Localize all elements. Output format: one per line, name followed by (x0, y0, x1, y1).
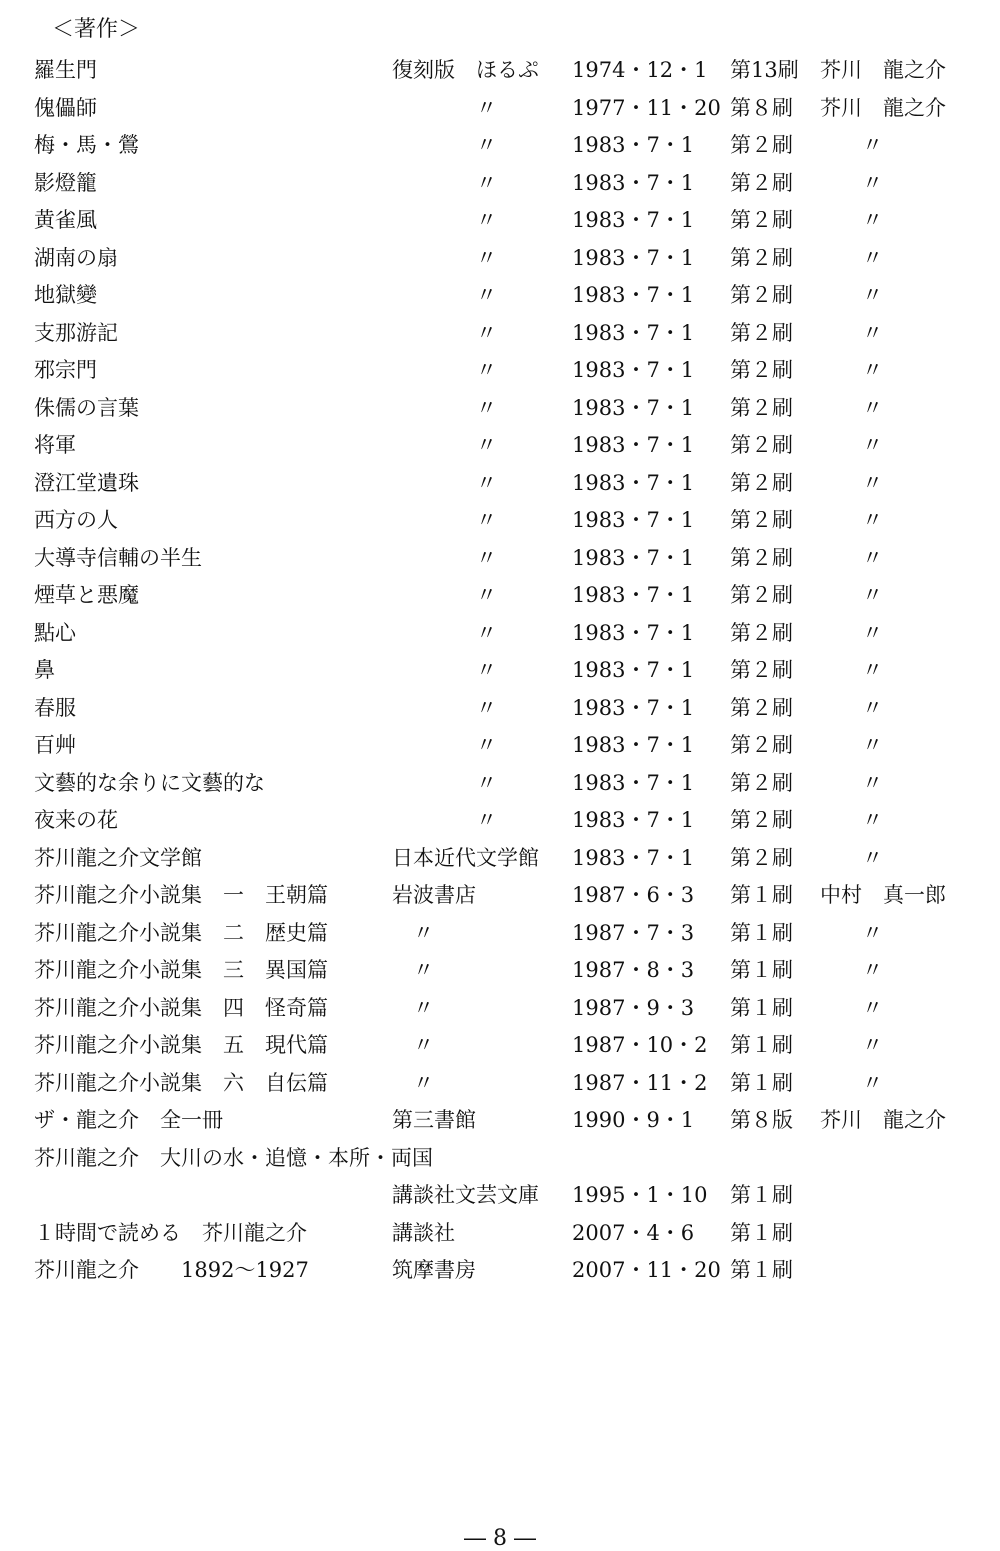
entry-publisher: 〃 (392, 583, 497, 607)
entry-author: 〃 (820, 770, 883, 795)
entry-title: 芥川龍之介小説集 三 異国篇 (34, 958, 328, 982)
entry-title: 影燈籠 (34, 170, 97, 195)
entry-publisher: 日本近代文学館 (392, 845, 539, 870)
entry-author: 〃 (820, 920, 883, 945)
entry-title: 湖南の扇 (34, 245, 118, 270)
entry-author: 〃 (820, 170, 883, 195)
bibliography-list (0, 52, 1000, 1290)
entry-publisher: 〃 (392, 433, 497, 457)
entry-title: 芥川龍之介小説集 五 現代篇 (34, 1033, 328, 1057)
list-item (0, 277, 1000, 315)
entry-date: 2007・11・20 (572, 1258, 721, 1282)
entry-date: 1990・9・1 (572, 1108, 695, 1132)
entry-title: 芥川龍之介 大川の水・追憶・本所・両国 (34, 1145, 433, 1170)
entry-title: 西方の人 (34, 508, 118, 532)
entry-author: 〃 (820, 995, 883, 1020)
entry-author: 〃 (820, 395, 883, 420)
entry-title: 芥川龍之介小説集 六 自伝篇 (34, 1070, 328, 1095)
list-item (0, 877, 1000, 915)
entry-publisher: 〃 (392, 958, 434, 982)
entry-date: 1974・12・1 (572, 58, 708, 82)
entry-title: 芥川龍之介 1892～1927 (34, 1258, 309, 1282)
entry-author: 〃 (820, 208, 883, 232)
entry-title: 芥川龍之介小説集 一 王朝篇 (34, 883, 328, 907)
list-item (0, 52, 1000, 90)
entry-publisher: 〃 (392, 1033, 434, 1057)
list-item (0, 1027, 1000, 1065)
entry-author: 〃 (820, 133, 883, 157)
entry-publisher: 〃 (392, 95, 497, 120)
entry-title: 支那游記 (34, 320, 118, 345)
list-item (0, 652, 1000, 690)
entry-date: 1983・7・1 (572, 620, 695, 645)
entry-author: 〃 (820, 245, 883, 270)
entry-title: 鼻 (34, 658, 55, 682)
entry-publisher: 〃 (392, 133, 497, 157)
entry-publisher: 〃 (392, 245, 497, 270)
entry-title: 點心 (34, 620, 76, 645)
entry-title: 侏儒の言葉 (34, 395, 139, 420)
section-heading: ＜著作＞ (52, 17, 141, 42)
entry-date: 1983・7・1 (572, 583, 695, 607)
entry-author: 〃 (820, 508, 883, 532)
entry-title: ザ・龍之介 全一冊 (34, 1108, 223, 1132)
entry-date: 1983・7・1 (572, 545, 695, 570)
page-number: ― 8 ― (464, 1526, 536, 1551)
list-item (0, 915, 1000, 953)
entry-publisher: 〃 (392, 320, 497, 345)
list-item (0, 427, 1000, 465)
entry-author: 〃 (820, 1033, 883, 1057)
entry-edition: 第２刷 (730, 545, 793, 570)
entry-date: 2007・4・6 (572, 1220, 695, 1245)
entry-publisher: 〃 (392, 695, 497, 720)
entry-author: 〃 (820, 733, 883, 757)
entry-title: 芥川龍之介小説集 四 怪奇篇 (34, 995, 328, 1020)
entry-publisher: 復刻版 ほるぷ (392, 58, 539, 82)
entry-edition: 第２刷 (730, 845, 793, 870)
entry-edition: 第２刷 (730, 395, 793, 420)
entry-author: 〃 (820, 545, 883, 570)
entry-edition: 第２刷 (730, 433, 793, 457)
entry-date: 1987・11・2 (572, 1070, 708, 1095)
entry-title: 傀儡師 (34, 95, 97, 120)
list-item (0, 690, 1000, 728)
entry-edition: 第１刷 (730, 1070, 793, 1095)
entry-author: 芥川 龍之介 (820, 58, 946, 82)
entry-edition: 第１刷 (730, 1220, 793, 1245)
entry-title: 羅生門 (34, 58, 97, 82)
entry-edition: 第１刷 (730, 1258, 793, 1282)
entry-date: 1987・7・3 (572, 920, 695, 945)
entry-publisher: 〃 (392, 808, 497, 832)
entry-publisher: 〃 (392, 995, 434, 1020)
entry-edition: 第２刷 (730, 508, 793, 532)
entry-edition: 第２刷 (730, 170, 793, 195)
entry-date: 1987・8・3 (572, 958, 695, 982)
entry-author: 〃 (820, 283, 883, 307)
entry-edition: 第２刷 (730, 658, 793, 682)
entry-date: 1983・7・1 (572, 845, 695, 870)
list-item (0, 502, 1000, 540)
list-item (0, 802, 1000, 840)
entry-edition: 第１刷 (730, 883, 793, 907)
entry-author: 〃 (820, 583, 883, 607)
entry-publisher: 〃 (392, 170, 497, 195)
list-item (0, 1215, 1000, 1253)
entry-edition: 第８版 (730, 1108, 793, 1132)
entry-publisher: 岩波書店 (392, 883, 476, 907)
entry-date: 1983・7・1 (572, 470, 695, 495)
entry-edition: 第２刷 (730, 470, 793, 495)
entry-edition: 第２刷 (730, 733, 793, 757)
entry-date: 1983・7・1 (572, 245, 695, 270)
entry-author: 〃 (820, 433, 883, 457)
entry-edition: 第１刷 (730, 995, 793, 1020)
list-item (0, 615, 1000, 653)
entry-date: 1983・7・1 (572, 770, 695, 795)
entry-author: 〃 (820, 658, 883, 682)
entry-publisher: 〃 (392, 770, 497, 795)
entry-edition: 第２刷 (730, 133, 793, 157)
entry-date: 1983・7・1 (572, 170, 695, 195)
list-item (0, 765, 1000, 803)
list-item (0, 315, 1000, 353)
entry-publisher: 〃 (392, 1070, 434, 1095)
entry-publisher: 〃 (392, 920, 434, 945)
entry-edition: 第１刷 (730, 958, 793, 982)
entry-title: 邪宗門 (34, 358, 97, 382)
entry-date: 1983・7・1 (572, 808, 695, 832)
entry-date: 1983・7・1 (572, 358, 695, 382)
entry-edition: 第２刷 (730, 808, 793, 832)
entry-publisher: 〃 (392, 733, 497, 757)
entry-publisher: 講談社文芸文庫 (392, 1183, 539, 1207)
entry-publisher: 筑摩書房 (392, 1258, 476, 1282)
entry-edition: 第１刷 (730, 920, 793, 945)
entry-edition: 第２刷 (730, 320, 793, 345)
list-item (0, 165, 1000, 203)
entry-author: 中村 真一郎 (820, 883, 946, 907)
list-item (0, 465, 1000, 503)
entry-date: 1987・10・2 (572, 1033, 708, 1057)
entry-title: １時間で読める 芥川龍之介 (34, 1220, 307, 1245)
entry-edition: 第13刷 (730, 58, 799, 82)
list-item (0, 990, 1000, 1028)
entry-author: 〃 (820, 845, 883, 870)
entry-title: 黄雀風 (34, 208, 97, 232)
entry-publisher: 〃 (392, 358, 497, 382)
entry-edition: 第１刷 (730, 1183, 793, 1207)
entry-title: 煙草と悪魔 (34, 583, 139, 607)
entry-date: 1983・7・1 (572, 733, 695, 757)
list-item (0, 240, 1000, 278)
entry-date: 1987・6・3 (572, 883, 695, 907)
list-item (0, 577, 1000, 615)
entry-publisher: 〃 (392, 620, 497, 645)
entry-edition: 第２刷 (730, 583, 793, 607)
entry-publisher: 〃 (392, 508, 497, 532)
entry-publisher: 〃 (392, 545, 497, 570)
entry-date: 1983・7・1 (572, 395, 695, 420)
entry-title: 百艸 (34, 733, 76, 757)
entry-date: 1977・11・20 (572, 95, 721, 120)
entry-author: 〃 (820, 808, 883, 832)
entry-author: 〃 (820, 695, 883, 720)
entry-edition: 第８刷 (730, 95, 793, 120)
entry-edition: 第２刷 (730, 358, 793, 382)
entry-author: 〃 (820, 958, 883, 982)
entry-publisher: 講談社 (392, 1220, 455, 1245)
entry-title: 大導寺信輔の半生 (34, 545, 202, 570)
entry-date: 1983・7・1 (572, 320, 695, 345)
list-item (0, 540, 1000, 578)
entry-edition: 第２刷 (730, 208, 793, 232)
list-item (0, 1102, 1000, 1140)
entry-date: 1995・1・10 (572, 1183, 708, 1207)
entry-author: 〃 (820, 358, 883, 382)
entry-date: 1983・7・1 (572, 208, 695, 232)
entry-author: 〃 (820, 470, 883, 495)
entry-title: 将軍 (34, 433, 76, 457)
entry-edition: 第２刷 (730, 695, 793, 720)
entry-date: 1983・7・1 (572, 133, 695, 157)
list-item (0, 127, 1000, 165)
list-item (0, 390, 1000, 428)
entry-edition: 第２刷 (730, 620, 793, 645)
entry-author: 芥川 龍之介 (820, 1108, 946, 1132)
list-item (0, 952, 1000, 990)
list-item (0, 727, 1000, 765)
entry-title: 芥川龍之介小説集 二 歴史篇 (34, 920, 328, 945)
entry-author: 〃 (820, 620, 883, 645)
list-item (0, 90, 1000, 128)
entry-date: 1987・9・3 (572, 995, 695, 1020)
entry-date: 1983・7・1 (572, 508, 695, 532)
entry-date: 1983・7・1 (572, 283, 695, 307)
list-item (0, 1140, 1000, 1178)
entry-publisher: 第三書館 (392, 1108, 476, 1132)
entry-edition: 第２刷 (730, 283, 793, 307)
entry-title: 春服 (34, 695, 76, 720)
entry-title: 梅・馬・鶯 (34, 133, 139, 157)
entry-publisher: 〃 (392, 395, 497, 420)
entry-publisher: 〃 (392, 208, 497, 232)
list-item (0, 1252, 1000, 1290)
entry-author: 〃 (820, 1070, 883, 1095)
entry-edition: 第２刷 (730, 245, 793, 270)
entry-publisher: 〃 (392, 283, 497, 307)
list-item (0, 840, 1000, 878)
entry-author: 〃 (820, 320, 883, 345)
entry-title: 芥川龍之介文学館 (34, 845, 202, 870)
entry-publisher: 〃 (392, 470, 497, 495)
entry-date: 1983・7・1 (572, 695, 695, 720)
entry-author: 芥川 龍之介 (820, 95, 946, 120)
list-item (0, 352, 1000, 390)
entry-date: 1983・7・1 (572, 433, 695, 457)
entry-edition: 第２刷 (730, 770, 793, 795)
list-item (0, 202, 1000, 240)
entry-publisher: 〃 (392, 658, 497, 682)
entry-title: 地獄變 (34, 283, 97, 307)
entry-edition: 第１刷 (730, 1033, 793, 1057)
list-item (0, 1065, 1000, 1103)
list-item (0, 1177, 1000, 1215)
entry-title: 文藝的な余りに文藝的な (34, 770, 265, 795)
entry-title: 夜来の花 (34, 808, 118, 832)
entry-title: 澄江堂遺珠 (34, 470, 139, 495)
entry-date: 1983・7・1 (572, 658, 695, 682)
